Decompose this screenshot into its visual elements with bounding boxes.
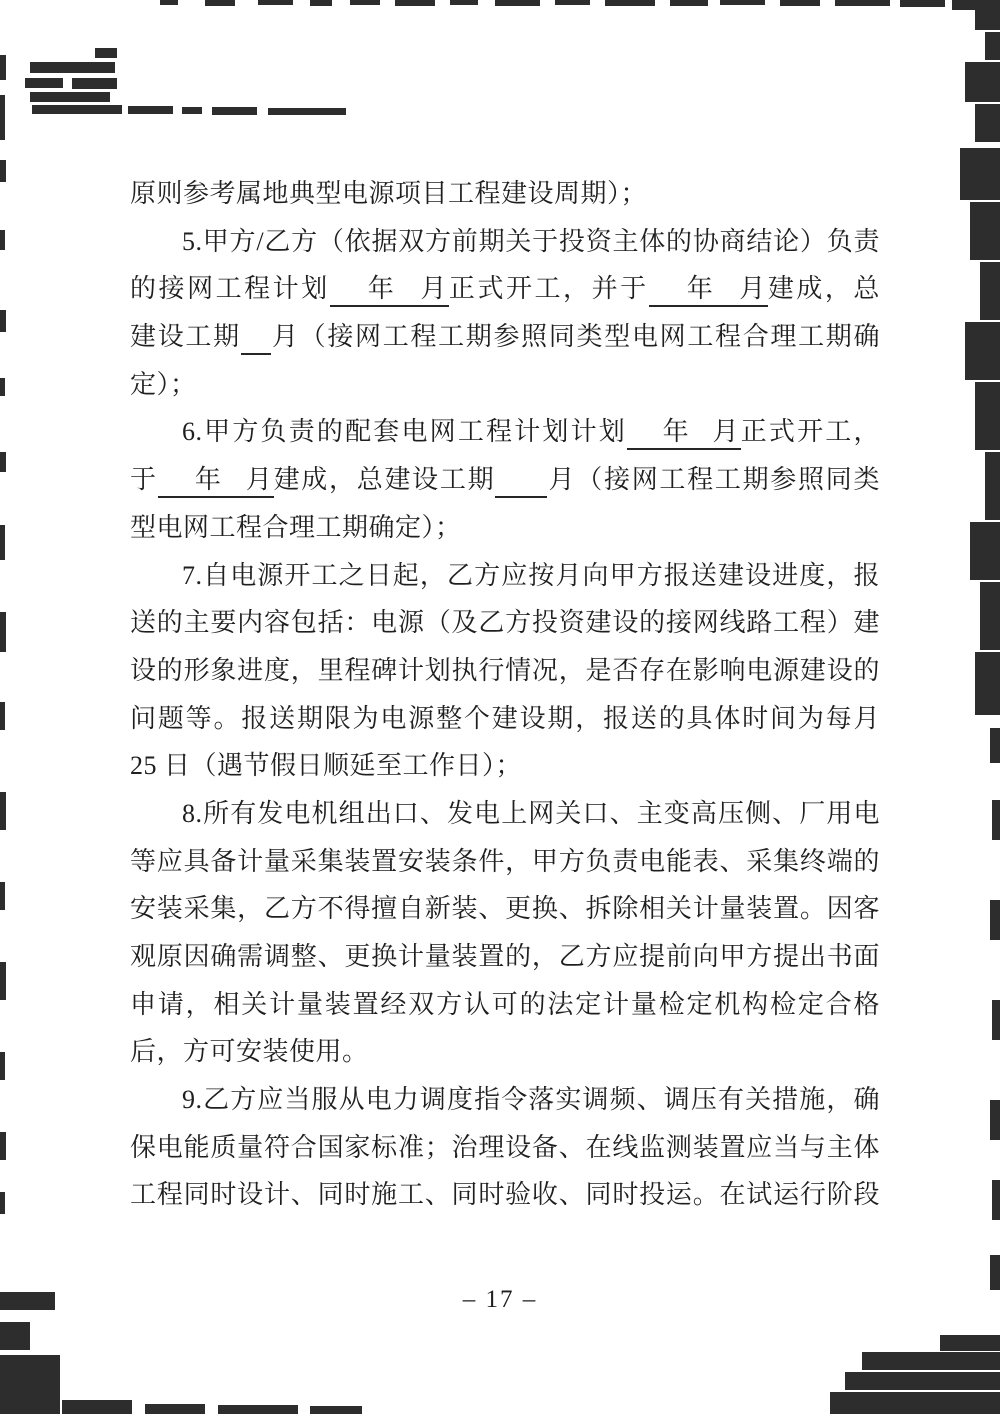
scan-noise-mark	[970, 202, 1000, 260]
text-line	[130, 456, 880, 504]
scan-noise-mark	[95, 48, 117, 58]
scan-noise-mark	[835, 0, 890, 6]
text-segment: 定）；	[130, 369, 197, 399]
text-line	[130, 218, 880, 266]
scan-noise-mark	[30, 62, 115, 73]
scan-noise-mark	[975, 652, 1000, 715]
text-segment: 25 日（遇节假日顺延至工作日）；	[130, 751, 523, 781]
scan-noise-mark	[128, 106, 173, 114]
blank-gap	[649, 295, 685, 297]
scan-noise-mark	[0, 962, 6, 1000]
blank-gap	[223, 486, 245, 488]
blank-gap	[495, 486, 547, 488]
text-line	[130, 1028, 880, 1076]
text-segment: 型电网工程合理工期确定）；	[130, 512, 462, 542]
text-line	[130, 838, 880, 886]
scan-noise-mark	[0, 1322, 30, 1350]
text-segment: 送的主要内容包括：电源（及乙方投资建设的接网线路工程）建	[130, 608, 880, 638]
scan-noise-mark	[495, 0, 540, 6]
text-line	[130, 1171, 880, 1219]
scan-noise-mark	[992, 1000, 1000, 1040]
scan-noise-mark	[975, 104, 1000, 142]
scan-noise-mark	[182, 107, 202, 114]
scan-noise-mark	[0, 1192, 5, 1214]
scan-noise-mark	[975, 382, 1000, 450]
contract-text	[130, 170, 880, 1219]
scan-noise-mark	[0, 95, 5, 140]
blank-gap	[627, 438, 661, 440]
text-line	[130, 742, 880, 790]
scan-noise-mark	[0, 702, 5, 730]
scan-noise-mark	[212, 107, 257, 115]
text-segment: 后，方可安装使用。	[130, 1037, 369, 1067]
scan-noise-mark	[952, 0, 1000, 10]
text-line	[130, 647, 880, 695]
scan-noise-mark	[0, 160, 6, 182]
scan-noise-mark	[72, 78, 117, 89]
scan-noise-mark	[0, 882, 5, 910]
text-line	[130, 1124, 880, 1172]
scan-noise-mark	[268, 108, 346, 115]
scan-noise-mark	[0, 310, 6, 332]
text-segment: 建成，总	[767, 274, 880, 304]
text-segment: 建设工期	[130, 322, 241, 352]
scan-noise-mark	[350, 0, 380, 5]
text-segment: 保电能质量符合国家标准；治理设备、在线监测装置应当与主体	[130, 1132, 880, 1162]
text-segment: 安装采集，乙方不得擅自新装、更换、拆除相关计量装置。因客	[130, 894, 880, 924]
scan-noise-mark	[0, 1132, 6, 1160]
scan-noise-mark	[25, 78, 63, 88]
text-segment: 于	[130, 465, 158, 495]
scan-noise-mark	[145, 1404, 205, 1414]
text-line	[130, 504, 880, 552]
text-segment: 7.自电源开工之日起，乙方应按月向甲方报送建设进度，报	[182, 560, 880, 590]
scan-noise-mark	[980, 582, 1000, 650]
scan-noise-mark	[258, 0, 293, 5]
text-segment: 建成，总建设工期	[273, 465, 496, 495]
scan-noise-mark	[845, 1372, 1000, 1390]
text-segment: 等应具备计量采集装置安装条件，甲方负责电能表、采集终端的	[130, 846, 880, 876]
scan-noise-mark	[985, 32, 1000, 60]
text-segment: 原则参考属地典型电源项目工程建设周期）；	[130, 179, 648, 208]
fill-in-blank: 年 月	[330, 274, 449, 307]
text-line	[130, 552, 880, 600]
scan-noise-mark	[0, 452, 6, 472]
scan-noise-mark	[0, 612, 6, 652]
text-segment: 申请，相关计量装置经双方认可的法定计量检定机构检定合格	[130, 989, 880, 1019]
scan-noise-mark	[0, 230, 5, 250]
scan-noise-mark	[830, 1392, 1000, 1414]
text-segment: 5.甲方/乙方（依据双方前期关于投资主体的协商结论）负责	[182, 226, 880, 256]
text-line	[130, 599, 880, 647]
text-segment: 月（接网工程工期参照同类	[547, 465, 880, 495]
scan-noise-mark	[990, 1100, 1000, 1140]
text-line	[130, 361, 880, 409]
scan-noise-mark	[720, 0, 765, 5]
text-line	[130, 170, 880, 218]
scan-noise-mark	[0, 378, 5, 396]
scan-noise-mark	[555, 0, 590, 5]
scan-noise-mark	[62, 1400, 132, 1414]
scan-noise-mark	[0, 1052, 5, 1080]
blank-gap	[691, 438, 711, 440]
scan-noise-mark	[32, 105, 122, 114]
scan-noise-mark	[310, 1406, 362, 1414]
scan-noise-mark	[985, 452, 1000, 520]
blank-gap	[396, 295, 418, 297]
text-line	[130, 790, 880, 838]
text-segment: 正式开工，并于	[448, 274, 649, 304]
text-segment: 6.甲方负责的配套电网工程计划计划	[182, 417, 627, 447]
scan-noise-mark	[992, 800, 1000, 840]
text-segment: 月（接网工程工期参照同类型电网工程合理工期确	[270, 322, 880, 352]
scan-noise-mark	[310, 0, 332, 6]
fill-in-blank: 年 月	[649, 274, 768, 307]
scan-noise-mark	[0, 1355, 60, 1414]
text-segment: 工程同时设计、同时施工、同时验收、同时投运。在试运行阶段	[130, 1180, 880, 1210]
scan-noise-mark	[30, 92, 110, 102]
scan-noise-mark	[900, 0, 945, 7]
blank-gap	[330, 295, 366, 297]
text-line	[130, 885, 880, 933]
text-segment: 9.乙方应当服从电力调度指令落实调频、调压有关措施，确	[182, 1085, 880, 1115]
scan-noise-mark	[970, 522, 1000, 580]
page-number: – 17 –	[462, 1286, 538, 1313]
text-segment: 正式开工，	[740, 417, 880, 447]
text-line	[130, 408, 880, 456]
scan-noise-mark	[605, 0, 655, 6]
scan-noise-mark	[960, 148, 1000, 200]
text-segment: 设的形象进度，里程碑计划执行情况，是否存在影响电源建设的	[130, 655, 880, 685]
blank-gap	[241, 343, 271, 345]
blank-gap	[715, 295, 737, 297]
fill-in-blank: 年 月	[627, 417, 741, 450]
scan-noise-mark	[992, 1180, 1000, 1220]
scan-noise-mark	[990, 728, 1000, 763]
scan-noise-mark	[0, 55, 6, 80]
text-line	[130, 695, 880, 743]
scan-noise-mark	[965, 322, 1000, 380]
text-segment: 8.所有发电机组出口、发电上网关口、主变高压侧、厂用电	[182, 798, 880, 828]
text-segment: 问题等。报送期限为电源整个建设期，报送的具体时间为每月	[130, 703, 880, 733]
scan-noise-mark	[160, 0, 178, 5]
text-line	[130, 265, 880, 313]
scan-noise-mark	[450, 0, 478, 5]
scan-noise-mark	[780, 0, 820, 6]
scan-noise-mark	[990, 1255, 1000, 1290]
scan-noise-mark	[0, 525, 5, 560]
text-line	[130, 933, 880, 981]
scan-noise-mark	[218, 1405, 298, 1414]
scan-noise-mark	[0, 792, 6, 830]
text-line	[130, 313, 880, 361]
scan-noise-mark	[940, 1335, 1000, 1351]
scan-noise-mark	[965, 62, 1000, 102]
text-line	[130, 1076, 880, 1124]
scan-noise-mark	[395, 0, 435, 6]
scan-noise-mark	[205, 0, 235, 6]
text-segment: 观原因确需调整、更换计量装置的，乙方应提前向甲方提出书面	[130, 942, 880, 971]
text-line	[130, 981, 880, 1029]
scan-noise-mark	[975, 0, 1000, 30]
scan-noise-mark	[990, 900, 1000, 940]
text-segment: 的接网工程计划	[130, 274, 330, 304]
fill-in-blank	[495, 465, 547, 498]
scan-noise-mark	[862, 1352, 1000, 1370]
fill-in-blank: 年 月	[158, 465, 274, 498]
scan-noise-mark	[980, 262, 1000, 320]
scan-noise-mark	[670, 0, 708, 6]
blank-gap	[158, 486, 194, 488]
fill-in-blank	[241, 322, 271, 355]
